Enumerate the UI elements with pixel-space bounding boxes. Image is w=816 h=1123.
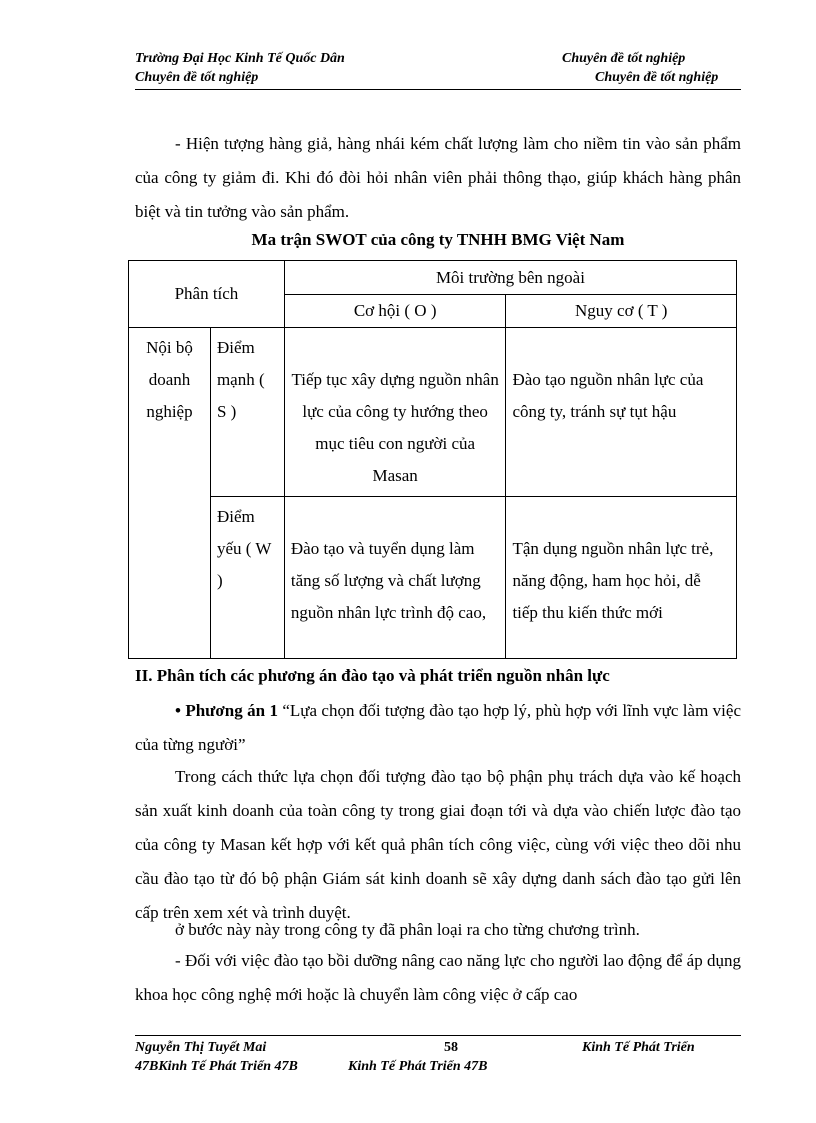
- footer-divider: [135, 1035, 741, 1036]
- st-strategy: Đào tạo nguồn nhân lực của công ty, tránh sự tụt hậu: [512, 370, 704, 421]
- paragraph-2: Trong cách thức lựa chọn đối tượng đào tạo bộ phận phụ trách dựa vào kế hoạch sản xuất kinh doanh của toàn công ty trong giai đoạn tới và dựa vào chiến lược đào tạo của công ty Masan kết hợp với kết quả phân tích công việc, cùng với việc theo dõi nhu cầu đào tạo từ đó bộ phận Giám sát kinh doanh sẽ xây dựng danh sách đào tạo gửi lên cấp trên xem xét và trình duyệt.: [135, 767, 741, 922]
- footer-right: Kinh Tế Phát Triển: [582, 1040, 695, 1055]
- threat-header: Nguy cơ ( T ): [506, 295, 737, 328]
- wo-strategy: Đào tạo và tuyển dụng làm tăng số lượng và chất lượng nguồn nhân lực trình độ cao,: [290, 539, 487, 622]
- header-school: Trường Đại Học Kinh Tế Quốc Dân: [135, 51, 345, 66]
- weakness-label: Điểm yếu ( W ): [216, 507, 272, 590]
- analysis-header: Phân tích: [129, 261, 285, 328]
- strength-label: Điểm mạnh ( S ): [216, 338, 265, 421]
- wt-strategy: Tận dụng nguồn nhân lực trẻ, năng động, ham học hỏi, dễ tiếp thu kiến thức mới: [512, 539, 714, 622]
- footer-line2a: 47BKinh Tế Phát Triển 47B: [135, 1059, 298, 1074]
- header-title-right-2: Chuyên đề tốt nghiệp: [595, 70, 719, 85]
- so-strategy: Tiếp tục xây dựng nguồn nhân lực của công ty hướng theo mục tiêu con người của Masan: [291, 370, 499, 485]
- footer-author: Nguyễn Thị Tuyết Mai: [135, 1040, 267, 1055]
- option1-label: • Phương án 1: [175, 701, 278, 720]
- intro-paragraph: - Hiện tượng hàng giả, hàng nhái kém chất lượng làm cho niềm tin vào sản phẩm của công ty giảm đi. Khi đó đòi hỏi nhân viên phải thông thạo, giúp khách hàng phân biệt và tin tưởng vào sản phẩm.: [135, 134, 741, 221]
- option1-paragraph: [135, 694, 741, 762]
- header-divider: [135, 89, 741, 90]
- footer-line2b: Kinh Tế Phát Triển 47B: [348, 1059, 488, 1074]
- option1-text: “Lựa chọn đối tượng đào tạo hợp lý, phù hợp với lĩnh vực làm việc của từng người”: [135, 701, 741, 754]
- page-number: 58: [444, 1040, 458, 1055]
- opportunity-header: Cơ hội ( O ): [284, 295, 506, 328]
- paragraph-3: ở bước này này trong công ty đã phân loại ra cho từng chương trình.: [175, 920, 640, 939]
- swot-table: [128, 260, 737, 659]
- paragraph-4: - Đối với việc đào tạo bồi dưỡng nâng cao năng lực cho người lao động để áp dụng khoa học công nghệ mới hoặc là chuyển làm công việc ở cấp cao: [135, 951, 741, 1004]
- section-title: II. Phân tích các phương án đào tạo và phát triển nguồn nhân lực: [135, 666, 610, 685]
- header-title-left: Chuyên đề tốt nghiệp: [135, 70, 259, 85]
- table-title: Ma trận SWOT của công ty TNHH BMG Việt Nam: [251, 230, 625, 249]
- internal-label: Nội bộ doanh nghiệp: [146, 338, 193, 421]
- header-title-right: Chuyên đề tốt nghiệp: [562, 51, 686, 66]
- external-header: Môi trường bên ngoài: [284, 261, 736, 295]
